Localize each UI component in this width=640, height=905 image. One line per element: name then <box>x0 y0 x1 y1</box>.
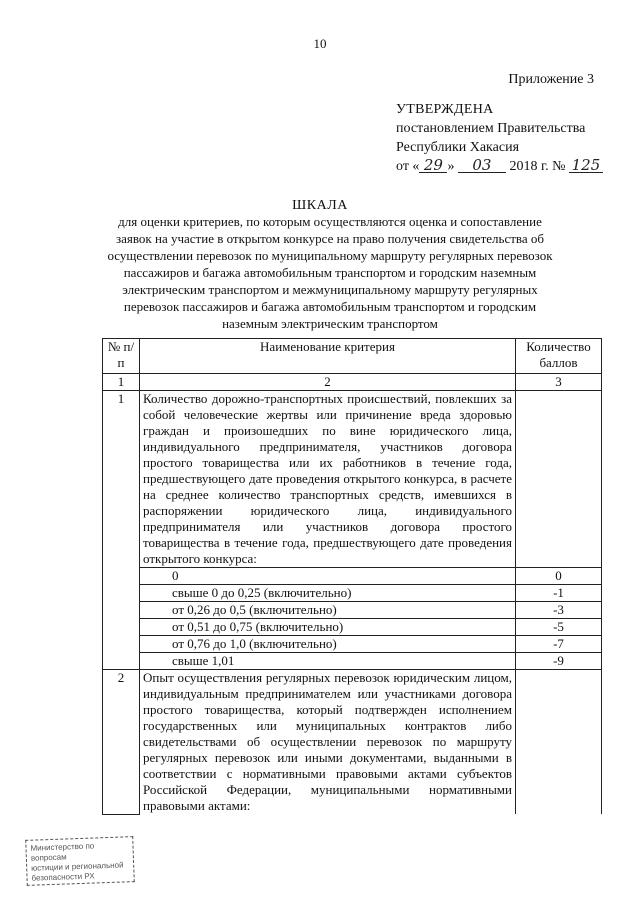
criterion-option-label: свыше 1,01 <box>140 653 516 670</box>
table-row <box>103 585 602 602</box>
approval-line-2: Республики Хакасия <box>396 140 520 155</box>
column-numbers-row <box>103 374 602 391</box>
approval-month: 03 <box>458 158 506 173</box>
criterion-option-score: -9 <box>516 653 602 670</box>
table-row <box>103 653 602 670</box>
header-num: № п/п <box>103 339 140 374</box>
approval-year-label: 2018 г. № <box>509 159 566 174</box>
appendix-label: Приложение 3 <box>508 72 594 87</box>
table-row <box>103 670 602 815</box>
header-name: Наименование критерия <box>140 339 516 374</box>
stamp-line-1: Министерство по вопросам <box>30 841 95 863</box>
stamp-line-3: безопасности РХ <box>31 871 95 883</box>
approval-close-quote: » <box>447 159 455 174</box>
criterion-number: 1 <box>103 391 140 670</box>
table-row <box>103 391 602 568</box>
criterion-option-score: -7 <box>516 636 602 653</box>
criterion-option-score: -1 <box>516 585 602 602</box>
approval-line-1: постановлением Правительства <box>396 121 586 136</box>
criterion-score-empty <box>516 670 602 815</box>
document-title: ШКАЛА <box>292 198 348 213</box>
criterion-text: Количество дорожно-транспортных происшествий, повлекших за собой человеческие жертвы или причинение вреда здоровью граждан и произошедших по вине юридического лица, индивидуального предпринимателя, участников договора простого товарищества или их работников в течение года, предшествующего дате проведения открытого конкурса, в расчете на среднее количество транспортных средств, имевшихся в распоряжении юридического лица, индивидуального предпринимателя или участников договора простого товарищества в течение года, предшествующего дате проведения открытого конкурса: <box>140 391 516 568</box>
criterion-option-label: от 0,26 до 0,5 (включительно) <box>140 602 516 619</box>
approval-from-label: от « <box>396 159 420 174</box>
criterion-option-label: от 0,76 до 1,0 (включительно) <box>140 636 516 653</box>
table-row <box>103 636 602 653</box>
criterion-option-label: от 0,51 до 0,75 (включительно) <box>140 619 516 636</box>
document-subtitle: для оценки критериев, по которым осуществляются оценка и сопоставление заявок на участие в открытом конкурсе на право получения свидетельства об осуществлении перевозок по муниципальному маршруту регулярных перевозок пассажиров и багажа автомобильным транспортом и городским наземным электрическим транспортом и межмуниципальному маршруту регулярных перевозок пассажиров и багажа автомобильным транспортом и городским наземным электрическим транспортом <box>107 214 553 331</box>
registration-stamp <box>25 836 135 886</box>
criterion-option-label: свыше 0 до 0,25 (включительно) <box>140 585 516 602</box>
table-row <box>103 568 602 585</box>
approval-number: 125 <box>569 158 603 173</box>
column-number: 3 <box>516 374 602 391</box>
table-header-row <box>103 339 602 374</box>
criteria-table <box>102 338 602 815</box>
criterion-option-score: -5 <box>516 619 602 636</box>
column-number: 1 <box>103 374 140 391</box>
table-row <box>103 619 602 636</box>
page-number: 10 <box>313 36 327 51</box>
criterion-option-label: 0 <box>140 568 516 585</box>
table-row <box>103 602 602 619</box>
criterion-option-score: 0 <box>516 568 602 585</box>
approval-block <box>396 100 603 176</box>
stamp-line-2: юстиции и региональной <box>31 860 124 873</box>
approval-date-line <box>396 157 603 176</box>
criterion-option-score: -3 <box>516 602 602 619</box>
criterion-text: Опыт осуществления регулярных перевозок юридическим лицом, индивидуальным предпринимателем или участниками договора простого товарищества, который подтвержден исполнением государственных или муниципальных контрактов либо свидетельствами об осуществлении перевозок по маршруту регулярных перевозок или иными документами, выданными в соответствии с нормативными правовыми актами субъектов Российской Федерации, муниципальными нормативными правовыми актами: <box>140 670 516 815</box>
header-score: Количество баллов <box>516 339 602 374</box>
column-number: 2 <box>140 374 516 391</box>
approval-header: УТВЕРЖДЕНА <box>396 102 494 117</box>
criterion-score-empty <box>516 391 602 568</box>
criterion-number: 2 <box>103 670 140 815</box>
approval-day: 29 <box>419 158 447 173</box>
